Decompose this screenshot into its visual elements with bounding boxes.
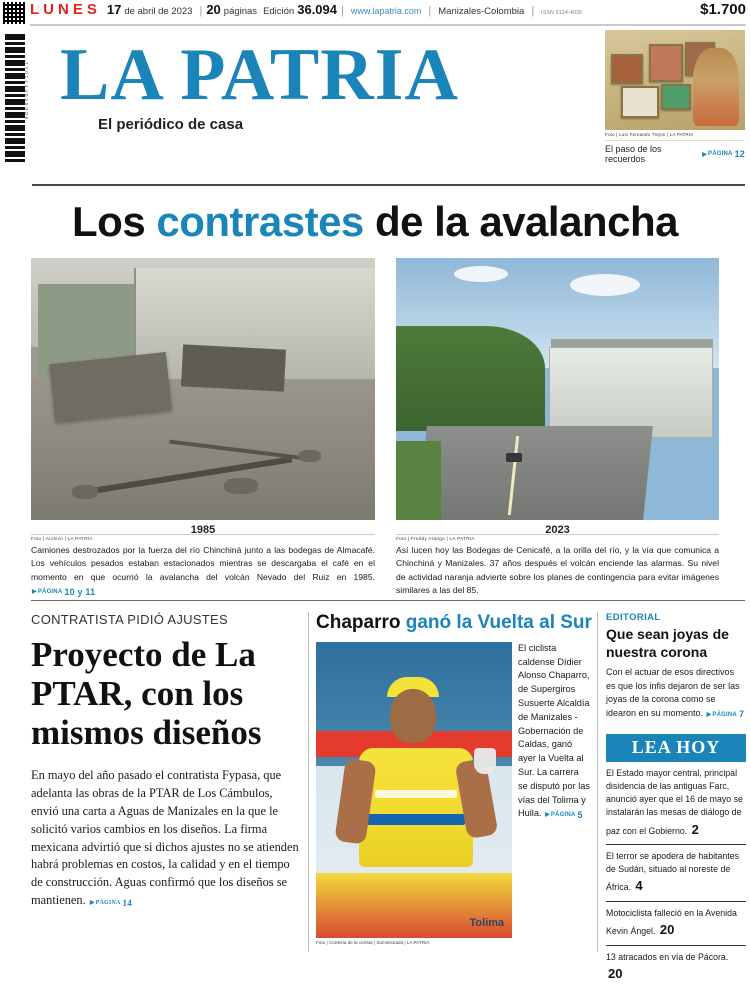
editorial-page-label: ▶ PÁGINA — [712, 711, 737, 718]
cyclist-trophy — [474, 748, 496, 774]
story-chaparro-sidebar — [518, 642, 590, 938]
photo-1985-year: 1985 — [190, 524, 216, 536]
editorial-page-number: 7 — [738, 709, 745, 720]
photo-1985-destroyed-truck — [181, 344, 286, 391]
promo-photo — [605, 30, 745, 130]
photo-2023 — [396, 258, 719, 520]
right-column — [606, 612, 746, 988]
edition-number: 36.094 — [297, 1, 337, 17]
cyclist-yellow-jersey — [359, 748, 473, 866]
photo-2023-grass — [396, 441, 441, 520]
caption-1985-body: Camiones destrozados por la fuerza del río Chinchiná junto a las bodegas de Almacafé. Los vehículos pesados estaban estacionados mientras se descargaba el café en el momento en que ocurrió la avalancha del volcán Nevado del Ruiz en 1985. — [31, 545, 375, 582]
lea-hoy-item-page: 20 — [659, 922, 675, 938]
photo-2023-cloud — [454, 266, 508, 282]
newspaper-tagline: El periódico de casa — [98, 116, 244, 134]
story-ptar-page-number: 14 — [122, 898, 132, 909]
separator-3: | — [428, 4, 432, 17]
main-headline-part2: de la avalancha — [363, 198, 678, 245]
separator-4: | — [531, 4, 535, 17]
story-ptar — [31, 612, 303, 910]
photo-2023-vegetation — [396, 326, 545, 431]
story-chaparro-headline-blue: ganó la Vuelta al Sur — [405, 612, 592, 633]
photo-1985-rock — [72, 485, 98, 499]
lea-hoy-item-text: 13 atracados en vía de Pácora. — [606, 951, 729, 962]
story-chaparro-page-label: ▶ PÁGINA — [550, 812, 576, 819]
photo-1985 — [31, 258, 375, 520]
promo-box[interactable] — [605, 30, 745, 164]
newspaper-logo: LA PATRIA — [60, 34, 459, 116]
photo-2023-road — [417, 426, 653, 520]
lea-hoy-item-page: 20 — [608, 965, 623, 981]
masthead — [60, 34, 590, 134]
editorial-headline[interactable]: Que sean joyas de nuestra corona — [606, 626, 729, 660]
photo-2023-year: 2023 — [545, 524, 570, 536]
caption-1985-page-reference[interactable] — [31, 586, 95, 600]
caption-1985-text — [31, 544, 375, 600]
qr-code-icon — [2, 1, 26, 25]
lea-hoy-item[interactable] — [606, 902, 746, 946]
main-headline — [0, 198, 750, 246]
promo-photo-credit: Foto | Luis Fernando Trejos | LA PATRIA — [605, 132, 694, 137]
separator-2: | — [341, 4, 344, 17]
story-chaparro-page-reference[interactable] — [544, 809, 583, 823]
lea-hoy-item-text: Motociclista falleció en la Avenida Kevin Ángel. — [606, 907, 737, 937]
cyclist-jersey-sponsor — [367, 814, 465, 825]
photo-2023-car — [506, 453, 522, 462]
promo-page-reference[interactable] — [701, 149, 745, 159]
caption-2023-credit: Foto | Freddy Arango | LA PATRIA — [396, 534, 719, 542]
section-divider — [31, 600, 745, 601]
caption-2023 — [396, 534, 719, 597]
editorial-body — [606, 666, 746, 722]
cyclist-jersey-stripe — [375, 790, 457, 798]
separator-1: | — [199, 4, 203, 17]
gallery-frame — [621, 86, 659, 118]
lea-hoy-title: LEA HOY — [606, 734, 746, 762]
top-info-bar-content — [30, 1, 746, 26]
story-chaparro-headline-black: Chaparro — [316, 612, 401, 633]
edition-label: Edición — [263, 5, 295, 17]
promo-caption-text: El paso de los recuerdos — [605, 144, 662, 164]
editorial-page-reference[interactable] — [706, 708, 745, 722]
caption-1985-credit: Foto | Archivo | LA PATRIA — [31, 534, 375, 542]
gallery-visitor-figure — [693, 48, 739, 126]
cyclist-photo — [316, 642, 512, 938]
cyclist-face — [390, 689, 436, 743]
publication-date-rest: de abril de 2023 — [124, 5, 193, 17]
story-chaparro-sidebar-text: El ciclista caldense Dídier Alonso Chaparro, de Supergiros Susuerte Alcaldía de Manizales - Gobernación de Caldas, ganó ayer la Vuelta al Sur. La carrera se disputó por las vías del Tolima y Huila. — [518, 642, 591, 819]
main-headline-highlight: contrastes — [156, 198, 364, 245]
page-count-word: páginas — [223, 5, 258, 17]
gallery-frame — [649, 44, 683, 82]
cover-price: $1.700 — [700, 0, 746, 18]
lea-hoy-item-page: 4 — [635, 878, 643, 894]
photo-2023-cenicafe-building — [549, 347, 713, 438]
story-ptar-page-label: ▶ PÁGINA — [95, 900, 121, 907]
photo-1985-destroyed-truck — [49, 352, 171, 422]
cyclist-jersey-text: Tolima — [469, 916, 505, 929]
editorial-body-text: Con el actuar de esos directivos es que los infis dejaron de ser las joyas de la corona como se idearon en su momento. — [606, 667, 740, 718]
story-ptar-page-reference[interactable] — [89, 897, 132, 910]
editorial-label: EDITORIAL — [606, 612, 661, 623]
barcode-number: 7 7 0 1 2 4 4 0 3 5 0 0 6 — [24, 62, 29, 120]
lea-hoy-item-page: 2 — [691, 821, 699, 837]
story-chaparro-page-number: 5 — [577, 810, 583, 821]
photo-2023-cloud — [570, 274, 640, 296]
gallery-frame — [661, 84, 691, 110]
barcode — [4, 33, 26, 163]
photo-1985-rock — [299, 450, 321, 462]
caption-1985-page-number: 10 y 11 — [64, 586, 96, 597]
top-info-bar — [0, 0, 750, 26]
editorial-block — [606, 612, 746, 722]
lea-hoy-item[interactable] — [606, 946, 746, 988]
story-chaparro — [308, 612, 598, 952]
story-ptar-body-text: En mayo del año pasado el contratista Fypasa, que adelanta las obras de la PTAR de Los Cámbulos, envió una carta a Aguas de Manizales en la que le solicitó varios cambios en los diseños. La firma mexicana advirtió que si dichos ajustes no se atienden habrá problemas en costos, la calidad y en el tiempo de construcción. Aguas confirmó que los diseños se mantienen. — [31, 767, 299, 908]
publication-day: LUNES — [30, 0, 101, 18]
lea-hoy-item-text: El Estado mayor central, principal disidencia de las antiguas Farc, anunció ayer que el 16 de mayo se instalarán las mesas de diálogo de paz con el Gobierno. — [606, 767, 743, 836]
caption-2023-text: Así lucen hoy las Bodegas de Cenicafé, a la orilla del río, y la vía que comunica a Chinchiná y Manizales. 37 años después el volcán enciende las alarmas. Su nivel de actividad naranja advierte sobre los planes de contingencia para evitar imágenes similares a las del 85. — [396, 545, 719, 595]
lea-hoy-item[interactable] — [606, 845, 746, 902]
website-link[interactable]: www.lapatria.com — [350, 5, 422, 16]
promo-caption — [605, 140, 745, 164]
lea-hoy-item[interactable] — [606, 762, 746, 845]
main-headline-part1: Los — [72, 198, 157, 245]
caption-1985-page-label: ▶ PÁGINA — [37, 588, 63, 595]
promo-page-number: 12 — [734, 149, 745, 159]
page-count-number: 20 — [206, 1, 221, 17]
story-chaparro-headline[interactable] — [316, 612, 590, 634]
story-chaparro-content — [316, 642, 590, 938]
lea-hoy-item-text: El terror se apodera de habitantes de Sudán, situado al noreste de África. — [606, 851, 740, 893]
cyclist-photo-credit: Foto | Cortesía de la ciclista | Suministrada | LA PATRIA — [316, 939, 430, 945]
story-ptar-body — [31, 767, 303, 911]
photo-1985-rock — [224, 478, 258, 494]
story-ptar-kicker: CONTRATISTA PIDIÓ AJUSTES — [31, 612, 228, 627]
gallery-frame — [611, 54, 643, 84]
publication-place: Manizales-Colombia — [438, 5, 525, 17]
issn-code: ISSN 0124-4035 — [541, 9, 583, 16]
lea-hoy-list — [606, 762, 746, 988]
promo-page-label: ▶ PÁGINA — [708, 151, 733, 157]
publication-date-day: 17 — [106, 1, 122, 17]
story-ptar-headline[interactable]: Proyecto de La PTAR, con los mismos diseños — [31, 635, 262, 753]
masthead-divider — [32, 184, 745, 186]
caption-1985 — [31, 534, 375, 600]
